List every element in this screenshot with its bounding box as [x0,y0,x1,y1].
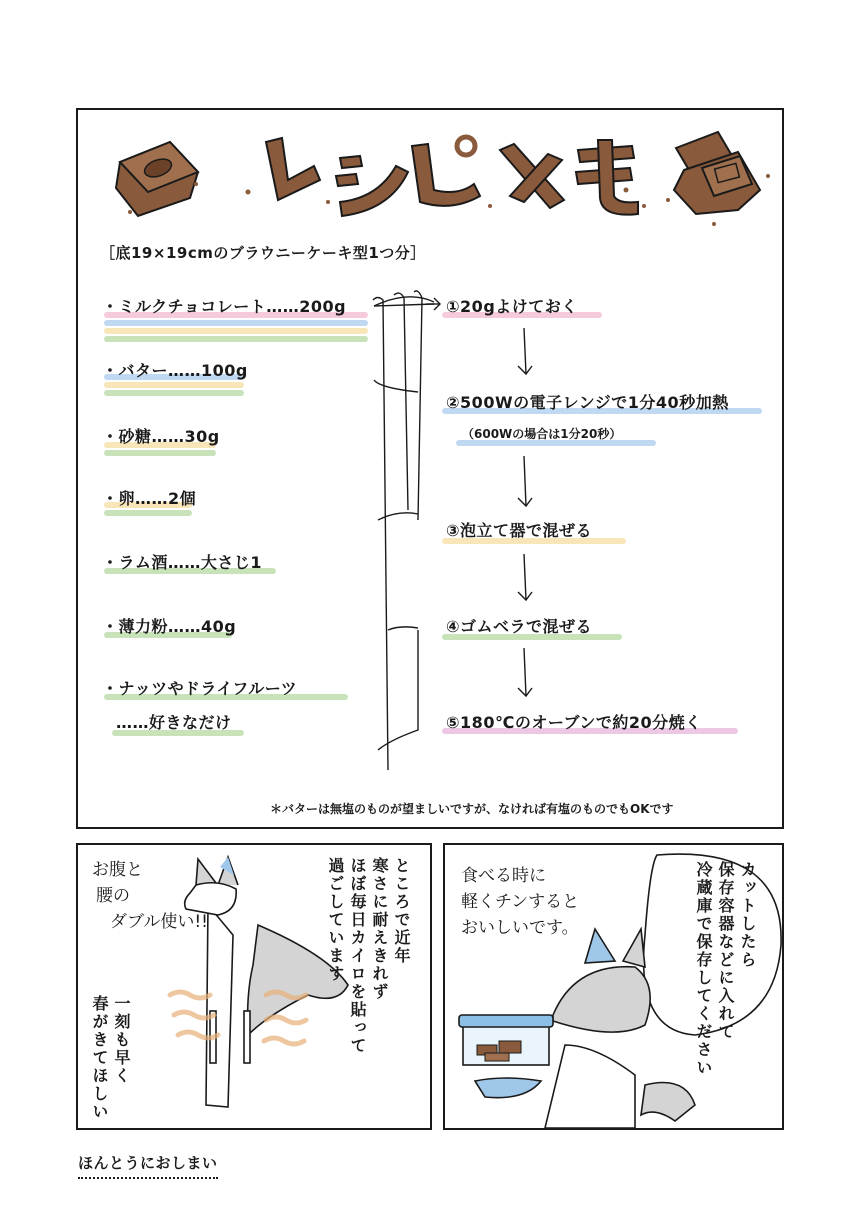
ending-text: ほんとうにおしまい [78,1152,218,1179]
step-3: ③泡立て器で混ぜる [446,521,593,540]
spring-wish: 一刻も早く 春がきてほしい [90,995,131,1121]
container-icon [459,1015,553,1065]
chocolate-right-icon [666,132,770,226]
ingredient-nuts: ・ナッツやドライフルーツ [102,679,298,698]
connector-lines [373,291,434,770]
step-1: ①20gよけておく [446,297,578,316]
ingredient-sugar: ・砂糖……30g [102,427,220,446]
ingredient-egg: ・卵……2個 [102,489,197,508]
step-5: ⑤180℃のオーブンで約20分焼く [446,713,702,732]
recipe-panel [76,108,784,829]
fox-warmers-panel [76,843,432,1130]
storage-tip: カットしたら 保存容器などに入れて 冷蔵庫で保存してください [694,861,757,1077]
pan-size: ［底19×19cmのブラウニーケーキ型1つ分］ [100,244,426,262]
ingredient-flour: ・薄力粉……40g [102,617,237,636]
step-4: ④ゴムベラで混ぜる [446,617,593,636]
ingredient-rum: ・ラム酒……大さじ1 [102,553,262,572]
fox-container-panel [443,843,784,1130]
step-2-note: （600Wの場合は1分20秒） [462,427,622,441]
ingredient-chocolate: ・ミルクチョコレート……200g [102,297,347,316]
double-use-note: お腹と 腰の ダブル使い!! [92,860,208,932]
warmers-story: ところで近年 寒さに耐えきれず ほぼ毎日カイロを貼って 過ごしています [326,857,411,1055]
ingredient-nuts-amount: ……好きなだけ [116,713,232,732]
title-lettering [266,137,638,216]
chocolate-left-icon [116,142,198,216]
step-2: ②500Wの電子レンジで1分40秒加熱 [446,393,729,412]
reheat-tip: 食べる時に 軽くチンすると おいしいです。 [461,866,580,938]
butter-note: ＊バターは無塩のものが望ましいですが、なければ有塩のものでもOKです [270,802,674,816]
ingredient-butter: ・バター……100g [102,361,248,380]
